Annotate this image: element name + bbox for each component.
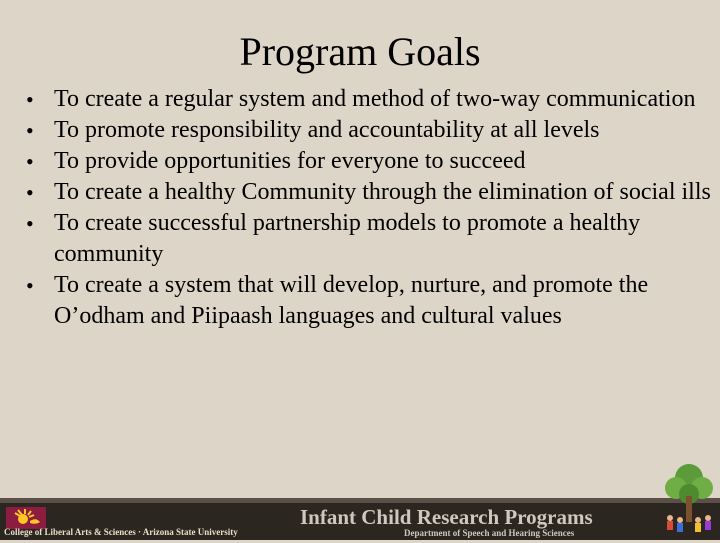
program-title: Infant Child Research Programs [300,505,593,529]
list-item [24,177,714,208]
bullet-icon: • [26,211,34,236]
asu-sunburst-logo-icon [6,507,46,529]
bullet-icon: • [26,87,34,112]
bullet-text: To create a healthy Community through the elimination of social ills [54,179,711,205]
tree-with-children-icon [660,460,718,538]
list-item [24,208,714,270]
bullet-icon: • [26,118,34,143]
bullet-icon: • [26,273,34,298]
department-text: Department of Speech and Hearing Sciences [404,528,575,538]
list-item [24,84,714,115]
bullet-icon: • [26,149,34,174]
goals-list [24,84,714,332]
bullet-text: To create a regular system and method of two-way communication [54,86,696,112]
list-item [24,270,714,332]
slide-title: Program Goals [239,29,481,74]
list-item [24,146,714,177]
bullet-text: To promote responsibility and accountability at all levels [54,117,600,143]
list-item [24,115,714,146]
bullet-text: To create a system that will develop, nurture, and promote the O’odham and Piipaash languages and cultural values [54,272,649,329]
bullet-text: To create successful partnership models to promote a healthy community [54,210,641,267]
college-footer-text: College of Liberal Arts & Sciences · Arizona State University [4,527,238,537]
bullet-icon: • [26,180,34,205]
bullet-text: To provide opportunities for everyone to succeed [54,148,526,174]
